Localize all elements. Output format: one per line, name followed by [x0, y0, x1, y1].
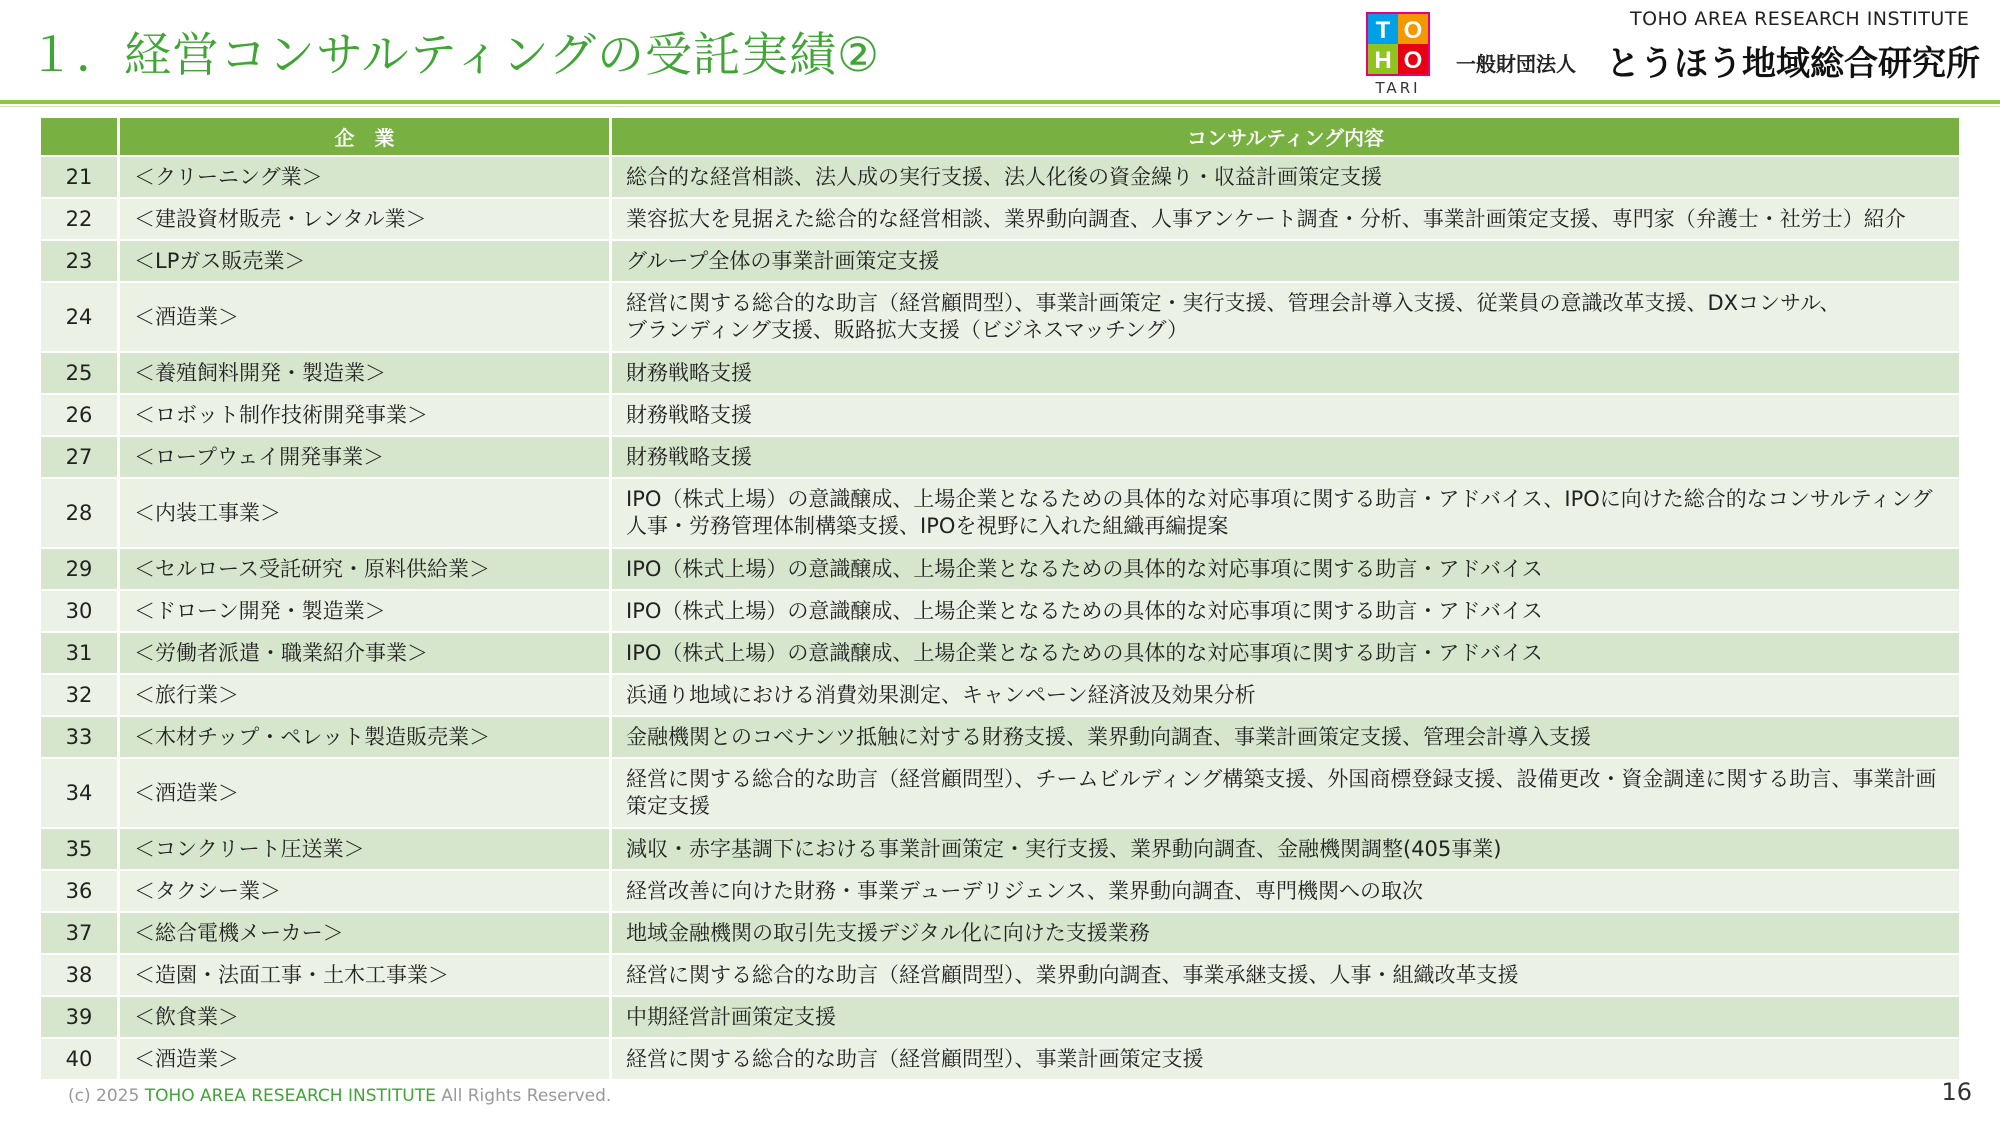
consulting-content: [612, 759, 1959, 827]
company-type: ＜タクシー業＞: [120, 871, 609, 911]
consulting-content: [612, 675, 1959, 715]
table-header-row: [41, 118, 1959, 155]
consulting-content: [612, 241, 1959, 281]
table-row: [41, 353, 1959, 393]
header-divider: [0, 100, 2000, 104]
table-row: [41, 1039, 1959, 1079]
column-header-number: [41, 118, 117, 155]
row-number: 33: [41, 717, 117, 757]
company-type: ＜LPガス販売業＞: [120, 241, 609, 281]
consulting-content-line: 策定支援: [626, 794, 710, 818]
company-type: ＜酒造業＞: [120, 283, 609, 351]
consulting-content-line: 経営に関する総合的な助言（経営顧問型）、事業計画策定・実行支援、管理会計導入支援、従業員の意識改革支援、DXコンサル、: [626, 291, 1841, 315]
company-type: ＜木材チップ・ペレット製造販売業＞: [120, 717, 609, 757]
consulting-content: [612, 437, 1959, 477]
table-row: [41, 241, 1959, 281]
row-number: 31: [41, 633, 117, 673]
logo-letter: H: [1374, 47, 1392, 74]
logo-letter: O: [1403, 47, 1423, 74]
table-row: [41, 871, 1959, 911]
company-type: ＜セルロース受託研究・原料供給業＞: [120, 549, 609, 589]
consulting-content: [612, 283, 1959, 351]
row-number: 30: [41, 591, 117, 631]
consulting-content-line: IPO（株式上場）の意識醸成、上場企業となるための具体的な対応事項に関する助言・アドバイス、IPOに向けた総合的なコンサルティング: [626, 487, 1933, 511]
copyright-footer: [68, 1086, 611, 1106]
consulting-content-line: 減収・赤字基調下における事業計画策定・実行支援、業界動向調査、金融機関調整(405事業): [626, 836, 1502, 861]
consulting-content-line: IPO（株式上場）の意識醸成、上場企業となるための具体的な対応事項に関する助言・アドバイス: [626, 640, 1543, 665]
table-row: [41, 633, 1959, 673]
company-type: ＜酒造業＞: [120, 1039, 609, 1079]
consulting-content-line: 財務戦略支援: [626, 444, 752, 469]
consulting-content: [612, 199, 1959, 239]
org-type-prefix: 一般財団法人: [1456, 52, 1576, 76]
consulting-content-line: ブランディング支援、販路拡大支援（ビジネスマッチング）: [626, 318, 1189, 342]
consulting-content: [612, 549, 1959, 589]
consulting-content: [612, 633, 1959, 673]
consulting-content: [612, 997, 1959, 1037]
table-row: [41, 479, 1959, 547]
row-number: 36: [41, 871, 117, 911]
table-row: [41, 283, 1959, 351]
consulting-content-line: 人事・労務管理体制構築支援、IPOを視野に入れた組織再編提案: [626, 514, 1229, 538]
consulting-content: [612, 871, 1959, 911]
page-title: １．経営コンサルティングの受託実績②: [28, 28, 881, 83]
table-row: [41, 955, 1959, 995]
row-number: 40: [41, 1039, 117, 1079]
company-type: ＜酒造業＞: [120, 759, 609, 827]
company-type: ＜旅行業＞: [120, 675, 609, 715]
row-number: 38: [41, 955, 117, 995]
consulting-content: [612, 479, 1959, 547]
row-number: 37: [41, 913, 117, 953]
consulting-content-line: 中期経営計画策定支援: [626, 1004, 836, 1029]
consulting-content: [612, 591, 1959, 631]
org-name-english: TOHO AREA RESEARCH INSTITUTE: [1630, 8, 1970, 30]
company-type: ＜クリーニング業＞: [120, 157, 609, 197]
consulting-content: [612, 829, 1959, 869]
company-type: ＜総合電機メーカー＞: [120, 913, 609, 953]
company-type: ＜ドローン開発・製造業＞: [120, 591, 609, 631]
column-header-company: 企 業: [120, 118, 609, 155]
consulting-content: [612, 717, 1959, 757]
table-row: [41, 913, 1959, 953]
logo-letter: T: [1375, 17, 1391, 44]
table-row: [41, 395, 1959, 435]
consulting-content-line: 財務戦略支援: [626, 402, 752, 427]
consulting-content-line: グループ全体の事業計画策定支援: [626, 248, 940, 273]
page-number: 16: [1941, 1078, 1972, 1106]
header-divider-thin: [0, 106, 2000, 107]
consulting-content-line: 地域金融機関の取引先支援デジタル化に向けた支援業務: [626, 920, 1150, 945]
row-number: 21: [41, 157, 117, 197]
company-type: ＜建設資材販売・レンタル業＞: [120, 199, 609, 239]
consulting-content: [612, 913, 1959, 953]
company-type: ＜飲食業＞: [120, 997, 609, 1037]
row-number: 32: [41, 675, 117, 715]
company-type: ＜養殖飼料開発・製造業＞: [120, 353, 609, 393]
table-body: [41, 157, 1959, 1079]
consulting-content: [612, 353, 1959, 393]
tari-logo: [1366, 12, 1430, 76]
copyright-suffix: All Rights Reserved.: [435, 1086, 612, 1106]
copyright-brand: TOHO AREA RESEARCH INSTITUTE: [144, 1086, 436, 1106]
consulting-content: [612, 955, 1959, 995]
company-type: ＜造園・法面工事・土木工事業＞: [120, 955, 609, 995]
row-number: 25: [41, 353, 117, 393]
table-row: [41, 437, 1959, 477]
logo-letter: O: [1403, 17, 1423, 44]
row-number: 29: [41, 549, 117, 589]
consulting-content-line: 経営に関する総合的な助言（経営顧問型）、チームビルディング構築支援、外国商標登録支援、設備更改・資金調達に関する助言、事業計画: [626, 767, 1937, 791]
consulting-content-line: 金融機関とのコベナンツ抵触に対する財務支援、業界動向調査、事業計画策定支援、管理会計導入支援: [626, 724, 1591, 749]
row-number: 27: [41, 437, 117, 477]
consulting-content-line: 業容拡大を見据えた総合的な経営相談、業界動向調査、人事アンケート調査・分析、事業計画策定支援、専門家（弁護士・社労士）紹介: [626, 206, 1906, 231]
company-type: ＜ロボット制作技術開発事業＞: [120, 395, 609, 435]
row-number: 23: [41, 241, 117, 281]
table-row: [41, 829, 1959, 869]
consulting-results-table: [38, 116, 1962, 1081]
table-row: [41, 717, 1959, 757]
consulting-content-line: IPO（株式上場）の意識醸成、上場企業となるための具体的な対応事項に関する助言・アドバイス: [626, 556, 1543, 581]
table-row: [41, 549, 1959, 589]
consulting-content: [612, 157, 1959, 197]
company-type: ＜ロープウェイ開発事業＞: [120, 437, 609, 477]
table-row: [41, 675, 1959, 715]
table-row: [41, 199, 1959, 239]
consulting-content-line: 浜通り地域における消費効果測定、キャンペーン経済波及効果分析: [626, 682, 1256, 707]
row-number: 22: [41, 199, 117, 239]
consulting-content-line: 経営改善に向けた財務・事業デューデリジェンス、業界動向調査、専門機関への取次: [626, 878, 1423, 903]
company-type: ＜労働者派遣・職業紹介事業＞: [120, 633, 609, 673]
company-type: ＜内装工事業＞: [120, 479, 609, 547]
consulting-content-line: 経営に関する総合的な助言（経営顧問型）、事業計画策定支援: [626, 1046, 1204, 1071]
row-number: 26: [41, 395, 117, 435]
row-number: 28: [41, 479, 117, 547]
consulting-content-line: 総合的な経営相談、法人成の実行支援、法人化後の資金繰り・収益計画策定支援: [626, 164, 1382, 189]
row-number: 24: [41, 283, 117, 351]
column-header-content: コンサルティング内容: [612, 118, 1959, 155]
row-number: 34: [41, 759, 117, 827]
consulting-content-line: IPO（株式上場）の意識醸成、上場企業となるための具体的な対応事項に関する助言・アドバイス: [626, 598, 1543, 623]
row-number: 39: [41, 997, 117, 1037]
table-row: [41, 157, 1959, 197]
consulting-content-line: 経営に関する総合的な助言（経営顧問型）、業界動向調査、事業承継支援、人事・組織改革支援: [626, 962, 1519, 987]
table-row: [41, 591, 1959, 631]
org-name: とうほう地域総合研究所: [1606, 44, 1980, 84]
table-row: [41, 997, 1959, 1037]
consulting-content: [612, 1039, 1959, 1079]
consulting-content-line: 財務戦略支援: [626, 360, 752, 385]
logo-caption: TARI: [1375, 79, 1421, 97]
table-row: [41, 759, 1959, 827]
consulting-content: [612, 395, 1959, 435]
company-type: ＜コンクリート圧送業＞: [120, 829, 609, 869]
row-number: 35: [41, 829, 117, 869]
copyright-prefix: (c) 2025: [68, 1086, 145, 1106]
